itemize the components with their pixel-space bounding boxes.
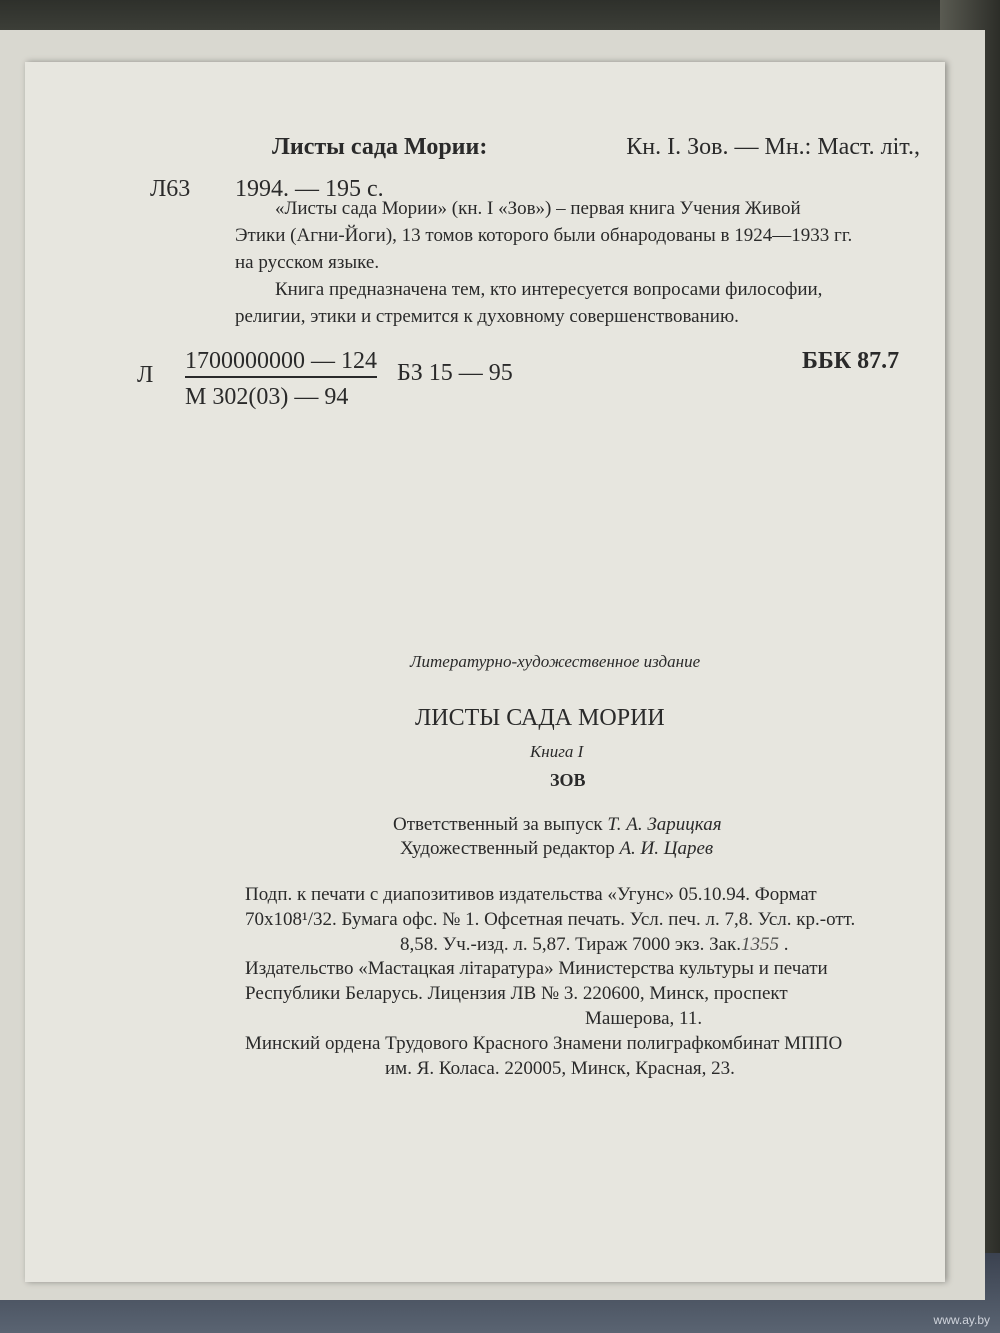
book-page — [25, 62, 945, 1282]
index-denominator: М 302(03) — 94 — [185, 384, 349, 410]
card-title-author: Листы сада Мории: — [272, 134, 488, 160]
index-letter: Л — [137, 362, 154, 388]
card-desc-line2: Этики (Агни-Йоги), 13 томов которого были обнародованы в 1924—1933 гг. — [235, 225, 853, 246]
plant-line1: Минский ордена Трудового Красного Знамени полиграфкомбинат МППО — [245, 1033, 843, 1054]
card-title-line1 — [272, 134, 920, 161]
card-title-rest: Кн. I. Зов. — Мн.: Маст. літ., — [626, 134, 920, 160]
print-line1: Подп. к печати с диапозитивов издательства «Угунс» 05.10.94. Формат — [245, 884, 817, 905]
responsible-label: Ответственный за выпуск — [393, 814, 603, 835]
print-line3-text: 8,58. Уч.-изд. л. 5,87. Тираж 7000 экз. Зак. — [400, 934, 741, 955]
index-numerator: 1700000000 — 124 — [185, 348, 377, 378]
print-line2: 70x108¹/32. Бумага офс. № 1. Офсетная печать. Усл. печ. л. 7,8. Усл. кр.-отт. — [245, 909, 856, 930]
editor-name: А. И. Царев — [619, 838, 714, 859]
imprint-responsible — [393, 814, 722, 836]
imprint-genre: Литературно-художественное издание — [410, 652, 701, 671]
card-title-line2: 1994. — 195 с. — [235, 176, 384, 202]
card-code: Л63 — [150, 176, 191, 202]
imprint-title: ЛИСТЫ САДА МОРИИ — [415, 705, 665, 731]
imprint-book: Книга I — [530, 742, 584, 761]
index-bbk: ББК 87.7 — [802, 348, 900, 374]
card-desc-line1: «Листы сада Мории» (кн. I «Зов») – первая книга Учения Живой — [275, 198, 801, 219]
watermark: www.ay.by — [933, 1313, 990, 1327]
print-line3: 8,58. Уч.-изд. л. 5,87. Тираж 7000 экз. Зак.1355 . — [400, 934, 789, 955]
editor-label: Художественный редактор — [400, 838, 615, 859]
card-desc-line3: на русском языке. — [235, 252, 380, 273]
publisher-line1: Издательство «Мастацкая літаратура» Министерства культуры и печати — [245, 958, 828, 979]
index-bz: БЗ 15 — 95 — [397, 360, 513, 386]
publisher-line2: Республики Беларусь. Лицензия ЛВ № 3. 220600, Минск, проспект — [245, 983, 788, 1004]
publisher-line3: Машерова, 11. — [585, 1008, 703, 1029]
responsible-name: Т. А. Зарицкая — [607, 814, 722, 835]
card-desc-line4: Книга предназначена тем, кто интересуется вопросами философии, — [275, 279, 823, 300]
imprint-subtitle: ЗОВ — [550, 770, 586, 790]
plant-line2: им. Я. Коласа. 220005, Минск, Красная, 23. — [385, 1058, 735, 1079]
card-desc-line5: религии, этики и стремится к духовному совершенствованию. — [235, 306, 739, 327]
order-number: 1355 — [741, 934, 779, 955]
imprint-editor — [400, 838, 713, 860]
